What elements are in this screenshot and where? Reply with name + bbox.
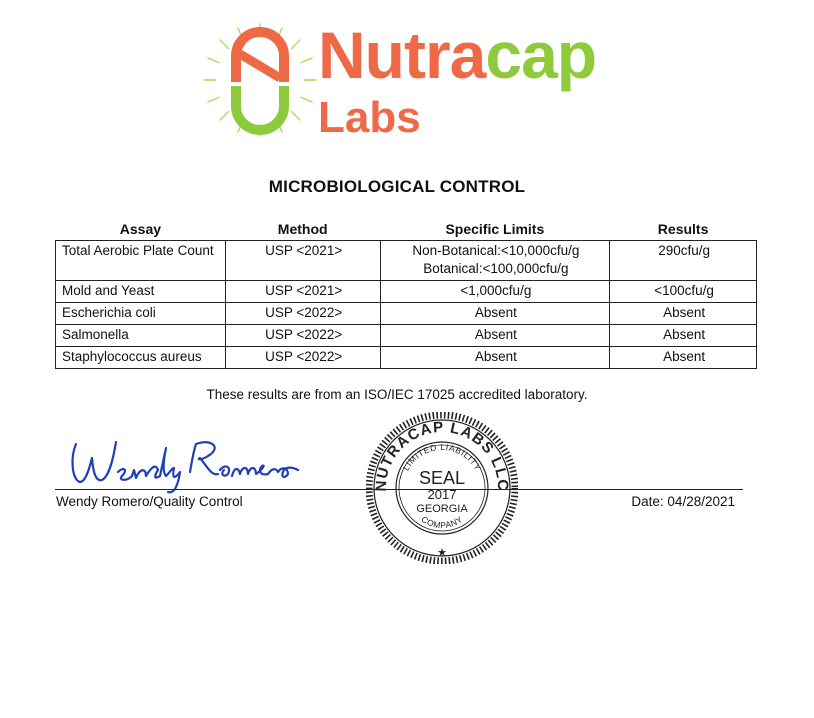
header-results: Results [610,219,757,241]
seal-outer-text: NUTRACAP LABS LLC [372,418,512,492]
limits-cell [380,241,610,281]
header-specific-limits: Specific Limits [380,219,610,241]
table-row [56,281,757,303]
table-row [56,325,757,347]
header-assay: Assay [56,219,226,241]
table-row [56,241,757,281]
table-header-row [56,219,757,241]
result-cell: Absent [610,347,757,369]
handwritten-signature [62,428,312,498]
header-method: Method [225,219,380,241]
accreditation-note: These results are from an ISO/IEC 17025 accredited laboratory. [206,387,588,402]
method-cell: USP <2022> [225,303,380,325]
limits-cell: Absent [380,347,610,369]
assay-cell: Staphylococcus aureus [56,347,226,369]
capsule-logo-icon [200,20,320,140]
method-cell: USP <2021> [225,281,380,303]
seal-center-word: SEAL [418,468,466,488]
seal-inner-text: LIMITED LIABILITY [400,441,484,473]
seal-state: GEORGIA [416,503,468,515]
logo-word-nutra: Nutra [318,18,486,92]
logo-wordmark [318,18,597,92]
company-seal [366,412,518,564]
result-cell: Absent [610,325,757,347]
assay-cell: Total Aerobic Plate Count [56,241,226,281]
table-row [56,303,757,325]
assay-cell: Escherichia coli [56,303,226,325]
limits-cell: Absent [380,303,610,325]
limits-cell: Absent [380,325,610,347]
result-cell: <100cfu/g [610,281,757,303]
document-title: MICROBIOLOGICAL CONTROL [268,177,526,196]
limits-cell: <1,000cfu/g [380,281,610,303]
seal-year: 2017 [427,487,457,502]
method-cell: USP <2022> [225,325,380,347]
signature-date: Date: 04/28/2021 [631,494,735,509]
company-logo [200,20,620,140]
method-cell: USP <2021> [225,241,380,281]
limit-line: Non-Botanical:<10,000cfu/g [412,243,580,258]
result-cell: 290cfu/g [610,241,757,281]
seal-star-icon: ★ [437,546,447,559]
logo-word-labs: Labs [318,93,421,142]
table-row [56,347,757,369]
signer-name: Wendy Romero/Quality Control [56,494,243,509]
method-cell: USP <2022> [225,347,380,369]
limit-line: Botanical:<100,000cfu/g [423,261,569,276]
assay-cell: Salmonella [56,325,226,347]
seal-company-text: COMPANY [419,513,465,531]
assay-cell: Mold and Yeast [56,281,226,303]
results-table [55,219,757,369]
result-cell: Absent [610,303,757,325]
logo-word-cap: cap [485,18,597,92]
